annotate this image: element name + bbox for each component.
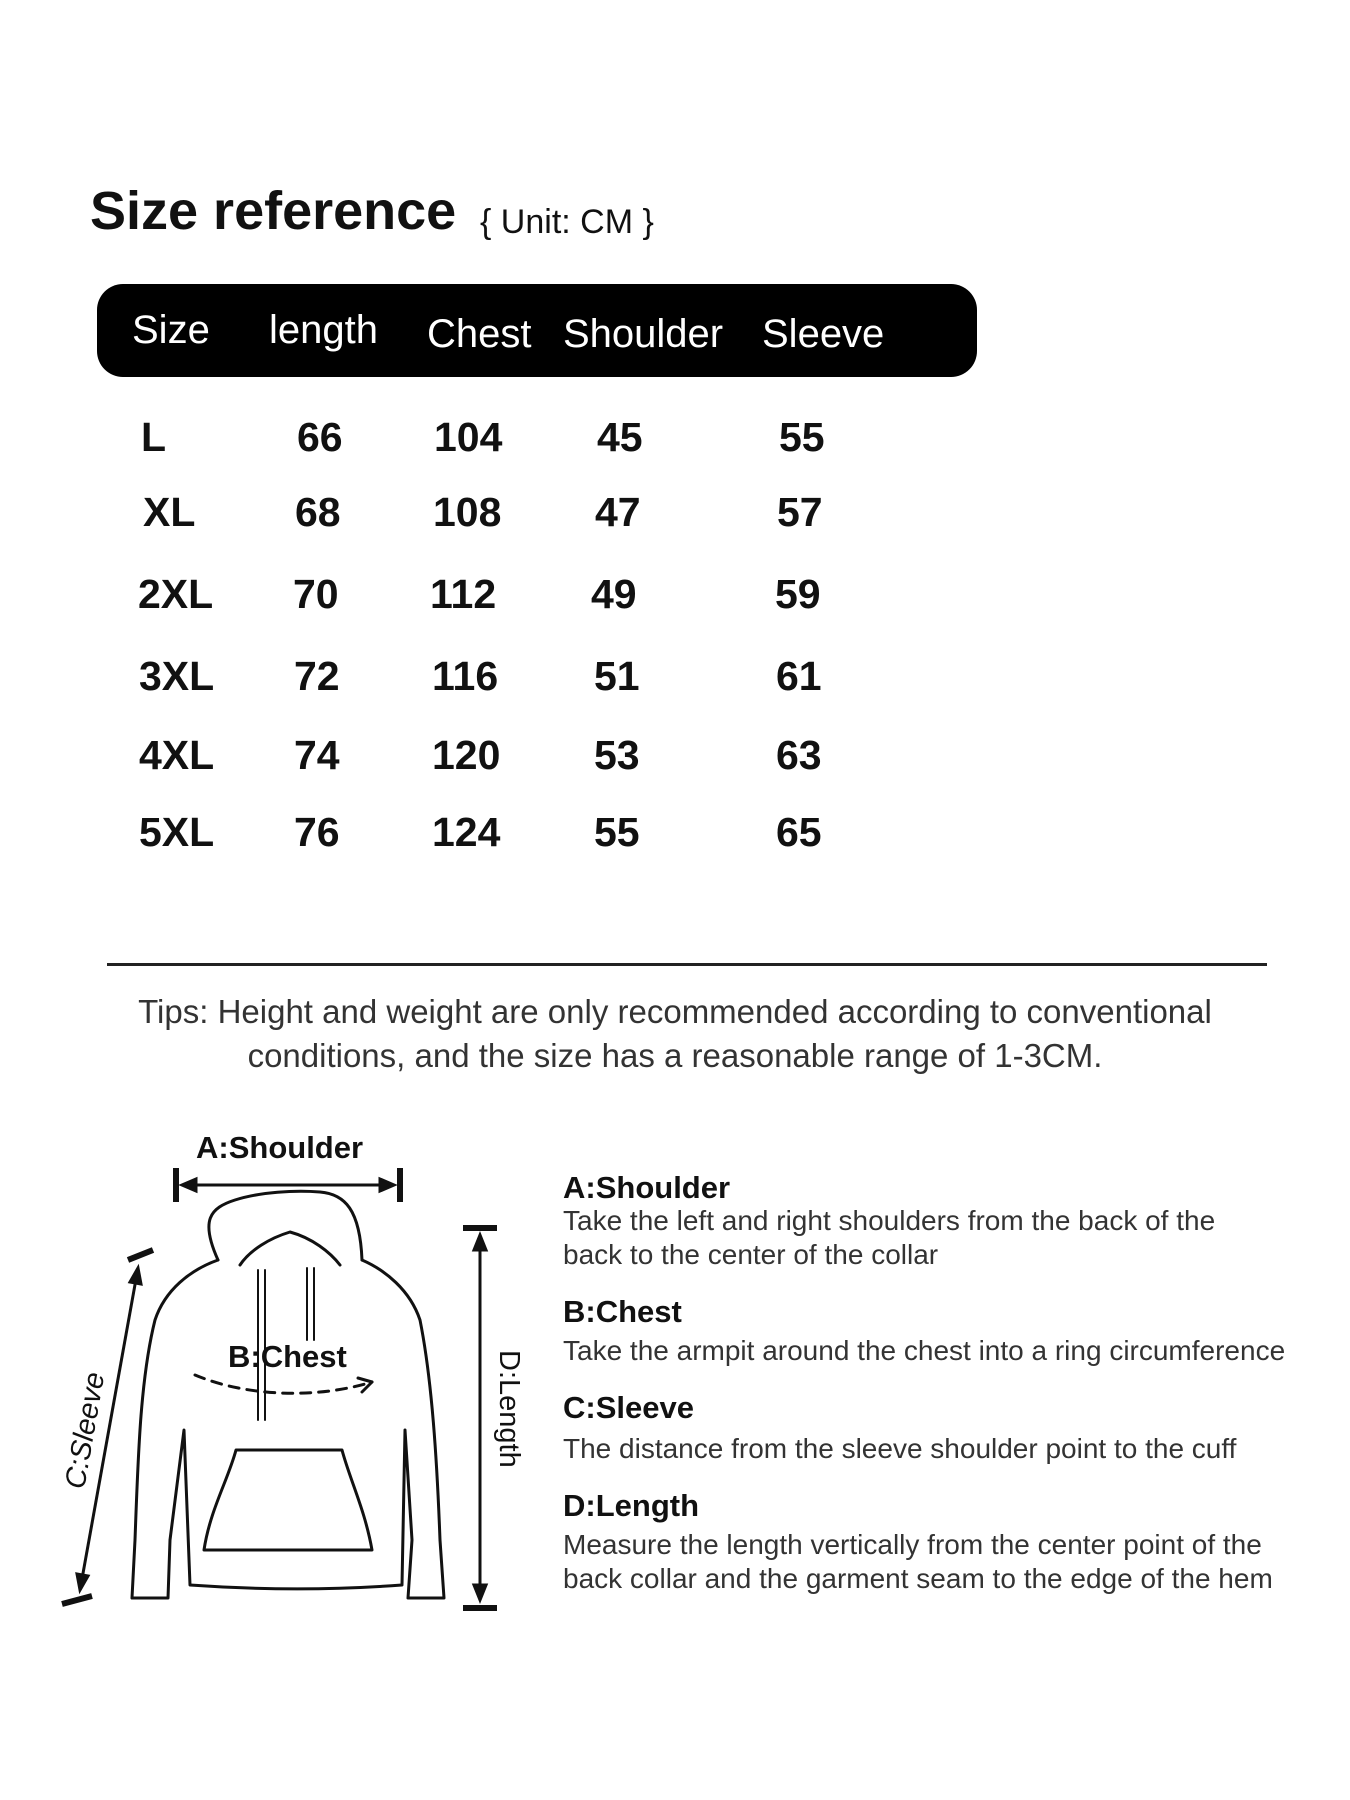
cell-shoulder: 53: [594, 732, 640, 778]
cell-shoulder: 55: [594, 809, 640, 855]
length-arrow-bottom: [474, 1585, 486, 1600]
cell-size: 4XL: [139, 732, 215, 778]
divider: [107, 963, 1267, 966]
header-sleeve: Sleeve: [762, 312, 885, 356]
length-arrow-top: [474, 1235, 486, 1250]
sleeve-tick-top: [128, 1250, 153, 1260]
tips-line-1: Tips: Height and weight are only recommended according to conventional: [138, 993, 1212, 1030]
desc-shoulder-text: Take the left and right shoulders from the back of the back to the center of the collar: [563, 1205, 1216, 1270]
hoodie-diagram: [0, 1120, 560, 1660]
cell-sleeve: 55: [779, 414, 825, 460]
cell-size: L: [141, 414, 167, 460]
unit-label: { Unit: CM }: [480, 203, 654, 241]
right-drawstring: [307, 1268, 314, 1340]
sleeve-arrow-top: [130, 1268, 141, 1284]
shoulder-label: A:Shoulder: [196, 1130, 364, 1165]
shoulder-arrow-right: [380, 1179, 394, 1191]
cell-size: XL: [143, 489, 196, 535]
cell-length: 68: [295, 489, 341, 535]
cell-chest: 104: [434, 414, 503, 460]
desc-length-text: Measure the length vertically from the center point of the back collar and the garment seam to the edge of the hem: [563, 1529, 1273, 1594]
chest-label: B:Chest: [228, 1339, 347, 1374]
sleeve-label: C:Sleeve: [59, 1369, 112, 1492]
chest-dashed-line: [195, 1375, 372, 1393]
cell-sleeve: 61: [776, 653, 822, 699]
desc-chest-text: Take the armpit around the chest into a ring circumference: [563, 1335, 1286, 1366]
cell-shoulder: 47: [595, 489, 641, 535]
table-header: [97, 284, 977, 377]
desc-shoulder-title: A:Shoulder: [563, 1170, 731, 1205]
cell-chest: 116: [432, 653, 499, 699]
cell-chest: 108: [433, 489, 502, 535]
page-title: Size reference: [90, 181, 457, 241]
desc-sleeve-title: C:Sleeve: [563, 1390, 694, 1425]
tips-text: [80, 990, 1270, 1078]
cell-sleeve: 65: [776, 809, 822, 855]
kangaroo-pocket: [204, 1450, 372, 1550]
cell-chest: 120: [432, 732, 501, 778]
length-label: D:Length: [493, 1350, 525, 1468]
cell-length: 70: [293, 571, 339, 617]
header-chest: Chest: [427, 312, 532, 356]
shoulder-arrow-left: [182, 1179, 196, 1191]
cell-shoulder: 51: [594, 653, 640, 699]
cell-length: 72: [294, 653, 340, 699]
cell-chest: 112: [430, 571, 497, 617]
desc-length-title: D:Length: [563, 1488, 700, 1523]
cell-size: 3XL: [139, 653, 215, 699]
header-length: length: [269, 308, 378, 352]
desc-chest-title: B:Chest: [563, 1294, 682, 1329]
desc-sleeve-text: The distance from the sleeve shoulder point to the cuff: [563, 1433, 1237, 1464]
cell-length: 76: [294, 809, 340, 855]
cell-length: 74: [294, 732, 340, 778]
cell-shoulder: 49: [591, 571, 637, 617]
sleeve-tick-bottom: [62, 1596, 92, 1604]
cell-sleeve: 59: [775, 571, 821, 617]
sleeve-arrow-bottom: [77, 1574, 88, 1590]
cell-chest: 124: [432, 809, 501, 855]
header-shoulder: Shoulder: [563, 312, 724, 356]
cell-sleeve: 57: [777, 489, 823, 535]
header-size: Size: [132, 308, 210, 352]
cell-shoulder: 45: [597, 414, 643, 460]
cell-size: 5XL: [139, 809, 215, 855]
cell-sleeve: 63: [776, 732, 822, 778]
cell-length: 66: [297, 414, 343, 460]
hood-outline: [209, 1191, 362, 1260]
hoodie-body: [132, 1260, 444, 1598]
cell-size: 2XL: [138, 571, 214, 617]
hood-inner: [240, 1232, 340, 1265]
tips-line-2: conditions, and the size has a reasonable range of 1-3CM.: [247, 1037, 1103, 1074]
